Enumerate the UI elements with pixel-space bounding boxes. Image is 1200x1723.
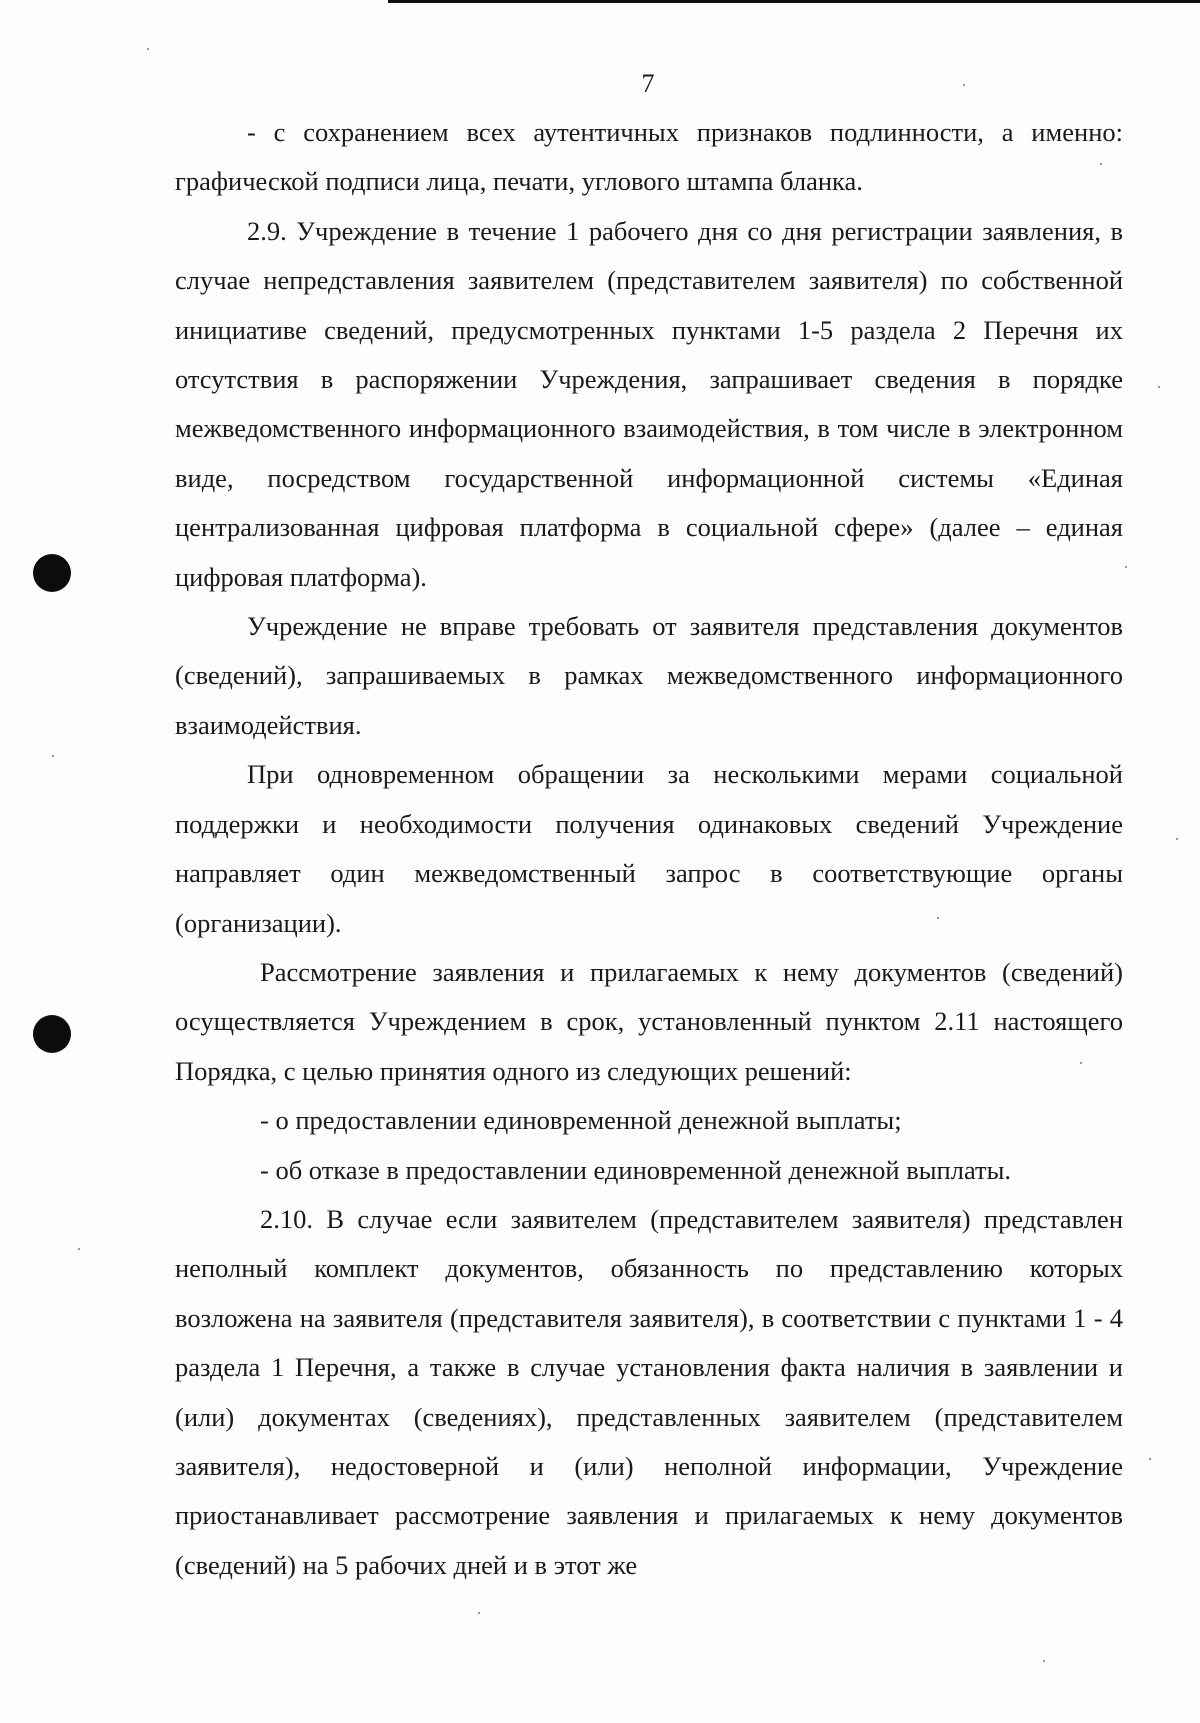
scan-speck xyxy=(963,84,965,86)
scan-speck xyxy=(937,917,939,919)
scan-speck xyxy=(1100,163,1102,165)
page-number: 7 xyxy=(641,69,655,98)
scan-speck xyxy=(1080,1062,1082,1064)
scan-speck xyxy=(147,48,149,50)
top-border-line xyxy=(388,0,1200,3)
document-body xyxy=(175,108,1123,1590)
paragraph-no-right-to-require: Учреждение не вправе требовать от заявителя представления документов (сведений), запрашиваемых в рамках межведомственного информационного взаимодействия. xyxy=(175,611,1123,740)
list-item-grant: - о предоставлении единовременной денежной выплаты; xyxy=(260,1105,902,1136)
list-item-refusal: - об отказе в предоставлении единовременной денежной выплаты. xyxy=(260,1154,1012,1185)
scan-speck xyxy=(1176,838,1178,840)
paragraph-authenticity: - с сохранением всех аутентичных признаков подлинности, а именно: графической подписи лица, печати, углового штампа бланка. xyxy=(175,117,1123,197)
scan-speck xyxy=(78,1248,80,1250)
paragraph-2-10: 2.10. В случае если заявителем (представителем заявителя) представлен неполный комплект документов, обязанность по представлению которых возложена на заявителя (представителя заявителя), в соответствии с пунктами 1 - 4 раздела 1 Перечня, а также в случае установления факта наличия в заявлении и (или) документах (сведениях), представленных заявителем (представителем заявителя), недостоверной и (или) неполной информации, Учреждение приостанавливает рассмотрение заявления и прилагаемых к нему документов (сведений) на 5 рабочих дней и в этот же xyxy=(175,1203,1123,1580)
paragraph-simultaneous-request: При одновременном обращении за несколькими мерами социальной поддержки и необходимости получения одинаковых сведений Учреждение направляет один межведомственный запрос в соответствующие органы (организации). xyxy=(175,759,1123,938)
paragraph-consideration: Рассмотрение заявления и прилагаемых к нему документов (сведений) осуществляется Учреждением в срок, установленный пунктом 2.11 настоящего Порядка, с целью принятия одного из следующих решений: xyxy=(175,956,1123,1086)
punch-hole-icon xyxy=(33,1015,71,1053)
scan-speck xyxy=(52,755,54,757)
scan-speck xyxy=(1125,566,1127,568)
scan-speck xyxy=(1043,1660,1045,1662)
paragraph-2-9: 2.9. Учреждение в течение 1 рабочего дня со дня регистрации заявления, в случае непредставления заявителем (представителем заявителя) по собственной инициативе сведений, предусмотренных пунктами 1-5 раздела 2 Перечня их отсутствия в распоряжении Учреждения, запрашивает сведения в порядке межведомственного информационного взаимодействия, в том числе в электронном виде, посредством государственной информационной системы «Единая централизованная цифровая платформа в социальной сфере» (далее – единая цифровая платформа). xyxy=(175,215,1123,592)
punch-hole-icon xyxy=(33,554,71,592)
scan-speck xyxy=(1149,1458,1151,1460)
scan-speck xyxy=(1158,386,1160,388)
scan-speck xyxy=(478,1612,480,1614)
